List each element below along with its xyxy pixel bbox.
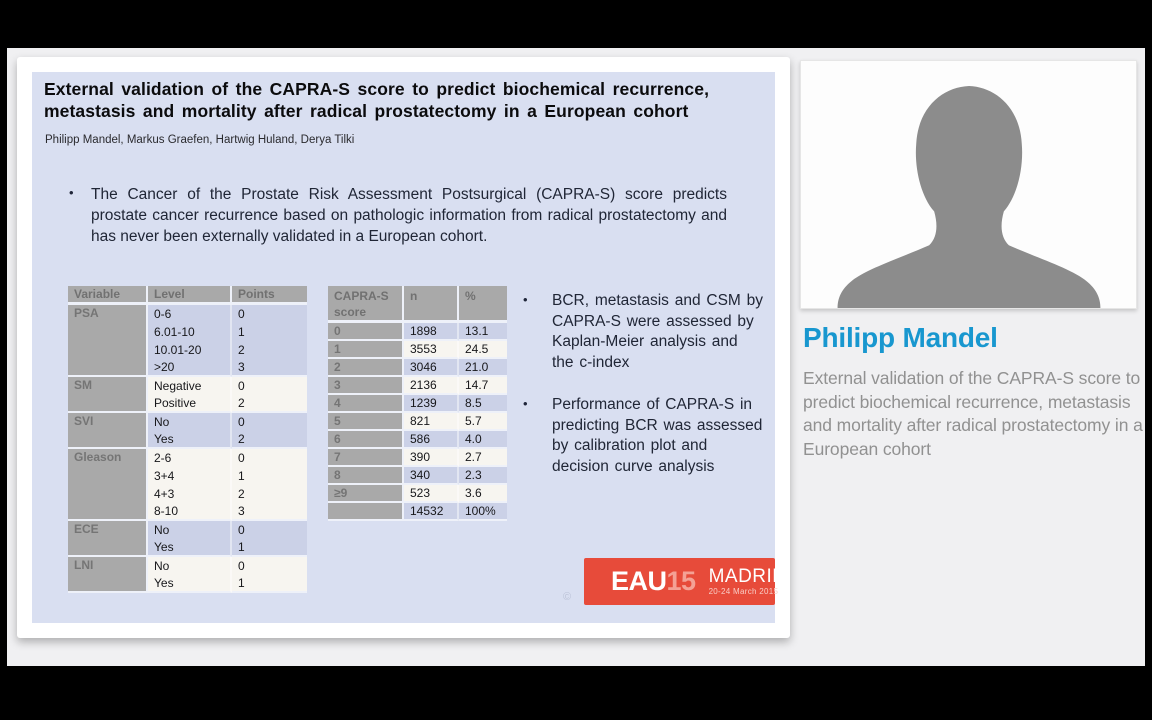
percent-cell: 8.5 — [459, 395, 507, 413]
table-row — [328, 359, 507, 377]
level-cell: 2-6 — [148, 449, 232, 467]
slide-panel — [17, 57, 790, 638]
percent-cell: 3.6 — [459, 485, 507, 503]
bullet-icon: • — [523, 396, 528, 411]
table-row — [68, 305, 307, 323]
points-cell: 2 — [232, 485, 307, 503]
table-row — [68, 413, 307, 431]
n-cell: 586 — [404, 431, 459, 449]
level-cell: 3+4 — [148, 467, 232, 485]
score-cell: 2 — [328, 359, 404, 377]
capra-distribution-table — [328, 286, 507, 521]
table-header-row — [328, 286, 507, 323]
percent-cell: 100% — [459, 503, 507, 521]
list-item — [523, 291, 763, 373]
intro-text: The Cancer of the Prostate Risk Assessment Postsurgical (CAPRA-S) score predicts prostate cancer recurrence based on pathologic information from radical prostatectomy and has never been externally validated in a European cohort. — [91, 186, 727, 245]
points-cell: 0 — [232, 449, 307, 467]
bullet-text: Performance of CAPRA-S in predicting BCR was assessed by calibration plot and decision curve analysis — [552, 396, 763, 475]
n-cell: 390 — [404, 449, 459, 467]
level-cell: Positive — [148, 395, 232, 413]
table-row — [328, 341, 507, 359]
level-cell: 0-6 — [148, 305, 232, 323]
table-row — [68, 449, 307, 467]
letterbox-right — [1145, 48, 1152, 666]
percent-cell: 2.3 — [459, 467, 507, 485]
points-cell: 0 — [232, 377, 307, 395]
level-cell: Negative — [148, 377, 232, 395]
level-cell: Yes — [148, 431, 232, 449]
score-cell: 0 — [328, 323, 404, 341]
percent-cell: 13.1 — [459, 323, 507, 341]
letterbox-bottom — [0, 666, 1152, 720]
score-cell: 4 — [328, 395, 404, 413]
level-cell: >20 — [148, 359, 232, 377]
list-item — [523, 395, 763, 477]
slide — [32, 72, 787, 623]
table-row — [328, 431, 507, 449]
percent-cell: 4.0 — [459, 431, 507, 449]
table-row — [328, 413, 507, 431]
percent-cell: 14.7 — [459, 377, 507, 395]
level-cell: No — [148, 413, 232, 431]
table-row — [328, 377, 507, 395]
score-cell: 5 — [328, 413, 404, 431]
level-cell: Yes — [148, 539, 232, 557]
table-row — [328, 485, 507, 503]
level-cell: 4+3 — [148, 485, 232, 503]
table-row — [68, 521, 307, 539]
bullet-icon: • — [69, 185, 74, 200]
logo-dates: 20-24 March 2015 — [708, 587, 779, 596]
methods-bullet-list — [523, 291, 763, 499]
table-row — [328, 467, 507, 485]
score-cell: 3 — [328, 377, 404, 395]
person-silhouette-icon — [819, 84, 1119, 308]
col-header-percent: % — [459, 286, 507, 323]
variable-cell: SM — [68, 377, 148, 413]
percent-cell: 21.0 — [459, 359, 507, 377]
points-cell: 1 — [232, 575, 307, 593]
points-cell: 1 — [232, 467, 307, 485]
slide-authors: Philipp Mandel, Markus Graefen, Hartwig Huland, Derya Tilki — [45, 134, 355, 146]
variable-cell: Gleason — [68, 449, 148, 521]
percent-cell: 5.7 — [459, 413, 507, 431]
points-cell: 0 — [232, 305, 307, 323]
speaker-name: Philipp Mandel — [803, 322, 998, 353]
points-cell: 0 — [232, 557, 307, 575]
points-cell: 2 — [232, 341, 307, 359]
points-cell: 0 — [232, 521, 307, 539]
points-cell: 1 — [232, 323, 307, 341]
speaker-talk-title: External validation of the CAPRA-S score to predict biochemical recurrence, metastasis and mortality after radical prostatectomy in a European cohort — [803, 368, 1143, 459]
level-cell: No — [148, 557, 232, 575]
n-cell: 14532 — [404, 503, 459, 521]
score-cell: 8 — [328, 467, 404, 485]
logo-brand: EAU — [611, 566, 667, 596]
col-header-n: n — [404, 286, 459, 323]
variable-cell: ECE — [68, 521, 148, 557]
capra-points-table — [68, 286, 307, 593]
letterbox-top — [0, 0, 1152, 48]
score-cell: ≥9 — [328, 485, 404, 503]
n-cell: 1239 — [404, 395, 459, 413]
table-row — [68, 557, 307, 575]
table-row — [328, 323, 507, 341]
table-row — [328, 449, 507, 467]
table-total-row — [328, 503, 507, 521]
points-cell: 2 — [232, 431, 307, 449]
n-cell: 340 — [404, 467, 459, 485]
logo-year: 15 — [666, 566, 696, 596]
level-cell: 8-10 — [148, 503, 232, 521]
variable-cell: PSA — [68, 305, 148, 377]
table-row — [68, 377, 307, 395]
score-cell: 7 — [328, 449, 404, 467]
percent-cell: 2.7 — [459, 449, 507, 467]
score-cell: 6 — [328, 431, 404, 449]
col-header-points: Points — [232, 286, 307, 305]
variable-cell: SVI — [68, 413, 148, 449]
col-header-variable: Variable — [68, 286, 148, 305]
logo-city: MADRID — [708, 566, 787, 587]
points-cell: 3 — [232, 503, 307, 521]
copyright-icon: © — [563, 591, 572, 603]
intro-bullet — [69, 184, 727, 247]
table-header-row — [68, 286, 307, 305]
table-row — [328, 395, 507, 413]
level-cell: Yes — [148, 575, 232, 593]
n-cell: 821 — [404, 413, 459, 431]
level-cell: 6.01-10 — [148, 323, 232, 341]
n-cell: 523 — [404, 485, 459, 503]
bullet-text: BCR, metastasis and CSM by CAPRA-S were assessed by Kaplan-Meier analysis and the c-index — [552, 292, 764, 371]
eau15-madrid-logo — [584, 558, 787, 605]
score-cell — [328, 503, 404, 521]
variable-cell: LNI — [68, 557, 148, 593]
n-cell: 2136 — [404, 377, 459, 395]
points-cell: 0 — [232, 413, 307, 431]
logo-right — [709, 567, 787, 596]
points-cell: 2 — [232, 395, 307, 413]
level-cell: No — [148, 521, 232, 539]
n-cell: 3046 — [404, 359, 459, 377]
points-cell: 1 — [232, 539, 307, 557]
speaker-avatar-card — [800, 60, 1137, 309]
percent-cell: 24.5 — [459, 341, 507, 359]
letterbox-left — [0, 48, 7, 666]
slide-title: External validation of the CAPRA-S score to predict biochemical recurrence, metastasis and mortality after radical prostatectomy in a European cohort — [44, 79, 710, 121]
n-cell: 3553 — [404, 341, 459, 359]
score-cell: 1 — [328, 341, 404, 359]
bullet-icon: • — [523, 292, 528, 307]
col-header-score: CAPRA-S score — [328, 286, 404, 323]
level-cell: 10.01-20 — [148, 341, 232, 359]
col-header-level: Level — [148, 286, 232, 305]
points-cell: 3 — [232, 359, 307, 377]
n-cell: 1898 — [404, 323, 459, 341]
